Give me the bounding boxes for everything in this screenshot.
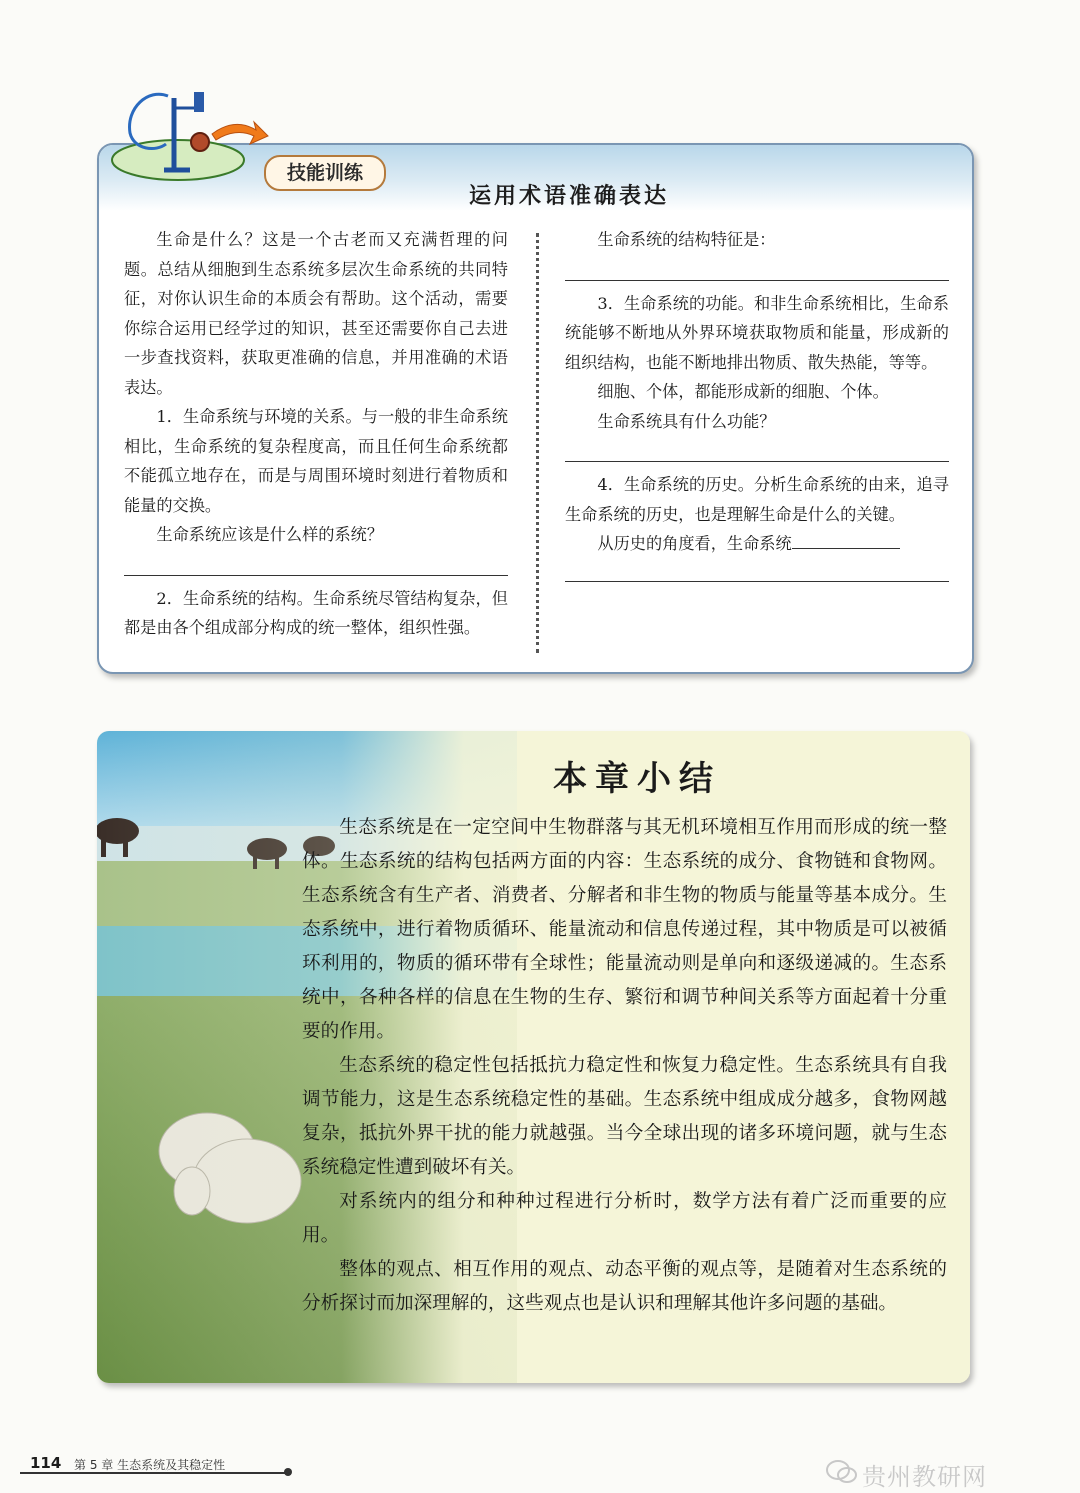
skill-title: 运用术语准确表达 <box>468 183 669 209</box>
page-number: 114 <box>30 1454 62 1472</box>
skill-paragraph: 1．生命系统与环境的关系。与一般的非生命系统相比，生命系统的复杂程度高，而且任何生命系统都不能孤立地存在，而是与周围环境时刻进行着物质和能量的交换。 <box>124 407 508 515</box>
watermark: 贵州教研网 <box>862 1463 987 1491</box>
summary-body <box>302 811 947 1321</box>
summary-paragraph: 对系统内的组分和种种过程进行分析时，数学方法有着广泛而重要的应用。 <box>302 1191 947 1246</box>
wechat-icon <box>826 1460 858 1484</box>
summary-title: 本章小结 <box>553 759 721 799</box>
skill-question: 生命系统应该是什么样的系统？ <box>156 525 384 544</box>
skill-question: 生命系统的结构特征是： <box>597 230 776 249</box>
footer-rule-dot <box>284 1468 292 1476</box>
answer-blank-inline <box>792 534 900 549</box>
column-divider <box>536 233 539 653</box>
skill-paragraph: 生命是什么？这是一个古老而又充满哲理的问题。总结从细胞到生态系统多层次生命系统的共同特征，对你认识生命的本质会有帮助。这个活动，需要你综合运用已经学过的知识，甚至还需要你自己去进一步查找资料，获取更准确的信息，并用准确的术语表达。 <box>124 230 508 397</box>
skill-question <box>565 529 949 559</box>
chapter-summary-box <box>97 731 970 1383</box>
skill-paragraph: 2．生命系统的结构。生命系统尽管结构复杂，但都是由各个组成部分构成的统一整体，组织性强。 <box>124 588 508 637</box>
summary-paragraph: 整体的观点、相互作用的观点、动态平衡的观点等，是随着对生态系统的分析探讨而加深理解的，这些观点也是认识和理解其他许多问题的基础。 <box>302 1259 947 1314</box>
skill-tag: 技能训练 <box>264 155 386 191</box>
footer-rule <box>20 1472 285 1474</box>
answer-blank-line <box>124 553 508 576</box>
skill-paragraph: 4．生命系统的历史。分析生命系统的由来，追寻生命系统的历史，也是理解生命是什么的关键。 <box>565 475 949 524</box>
answer-blank-line <box>565 258 949 281</box>
summary-paragraph: 生态系统的稳定性包括抵抗力稳定性和恢复力稳定性。生态系统具有自我调节能力，这是生态系统稳定性的基础。生态系统中组成成分越多，食物网越复杂，抵抗外界干扰的能力就越强。当今全球出现的诸多环境问题，就与生态系统稳定性遭到破坏有关。 <box>302 1055 947 1178</box>
skill-paragraph: 细胞、个体，都能形成新的细胞、个体。 <box>597 382 889 401</box>
chapter-label: 第 5 章 生态系统及其稳定性 <box>74 1458 226 1472</box>
summary-paragraph: 生态系统是在一定空间中生物群落与其无机环境相互作用而形成的统一整体。生态系统的结构包括两方面的内容：生态系统的成分、食物链和食物网。生态系统含有生产者、消费者、分解者和非生物的物质与能量等基本成分。生态系统中，进行着物质循环、能量流动和信息传递过程，其中物质是可以被循环利用的，物质的循环带有全球性；能量流动则是单向和逐级递减的。生态系统中，各种各样的信息在生物的生存、繁衍和调节种间关系等方面起着十分重要的作用。 <box>302 817 947 1042</box>
skill-question: 生命系统具有什么功能？ <box>597 411 776 431</box>
answer-blank-line <box>565 439 949 462</box>
skill-right-column <box>565 225 949 590</box>
page-footer <box>0 1452 1080 1493</box>
history-prompt: 从历史的角度看，生命系统 <box>597 534 792 553</box>
skill-left-column <box>124 225 508 643</box>
answer-blank-line <box>565 559 949 582</box>
skill-training-box <box>97 143 974 674</box>
lab-stand-emblem-icon <box>108 78 298 188</box>
skill-paragraph: 3．生命系统的功能。和非生命系统相比，生命系统能够不断地从外界环境获取物质和能量，形成新的组织结构，也能不断地排出物质、散失热能，等等。 <box>565 293 949 372</box>
